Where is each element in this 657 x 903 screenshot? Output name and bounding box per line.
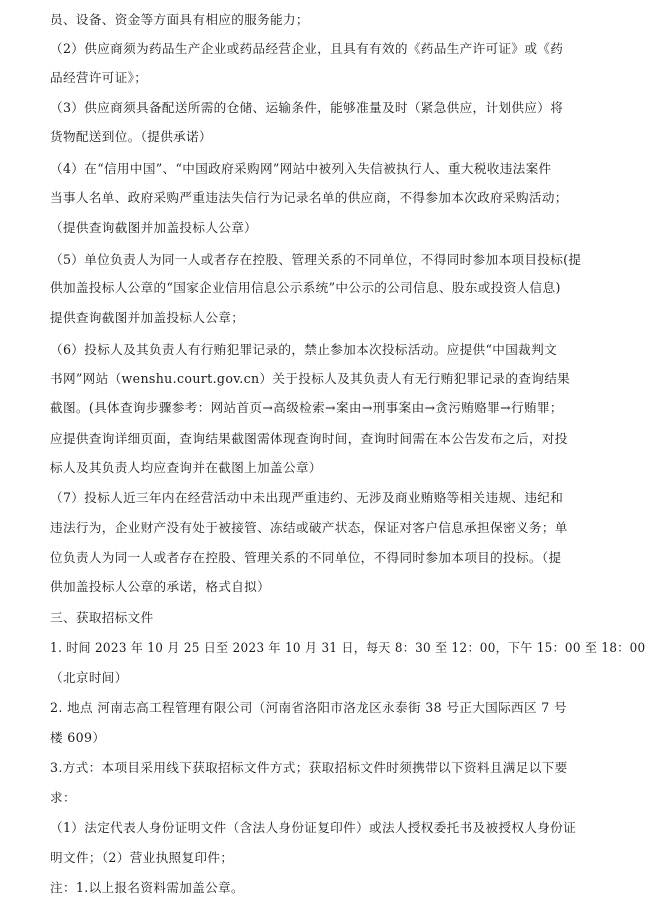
section-heading: 三、获取招标文件 <box>50 610 154 625</box>
text-line: 1. 时间 2023 年 10 月 25 日至 2023 年 10 月 31 日，每天 8：30 至 12：00，下午 15：00 至 18：00 <box>50 640 646 655</box>
text-line: 书网”网站（wenshu.court.gov.cn）关于投标人及其负责人有无行贿犯罪记录的查询结果 <box>50 371 571 386</box>
text-line: 员、设备、资金等方面具有相应的服务能力； <box>50 12 309 27</box>
text-line: 截图。(具体查询步骤参考：网站首页→高级检索→案由→刑事案由→贪污贿赂罪→行贿罪； <box>50 400 563 415</box>
text-line: （1）法定代表人身份证明文件（含法人身份证复印件）或法人授权委托书及被授权人身份证 <box>50 820 577 835</box>
text-line: 供加盖投标人公章的承诺，格式自拟） <box>50 579 271 594</box>
text-line: （4）在“信用中国”、“中国政府采购网”网站中被列入失信被执行人、重大税收违法案件 <box>50 161 552 176</box>
text-line: （6）投标人及其负责人有行贿犯罪记录的，禁止参加本次投标活动。应提供“中国裁判文 <box>50 342 558 357</box>
text-line: （北京时间） <box>50 670 128 685</box>
text-line: 求： <box>50 790 76 805</box>
text-line: （7）投标人近三年内在经营活动中未出现严重违约、无涉及商业贿赂等相关违规、违纪和 <box>50 490 564 505</box>
text-line: 应提供查询详细页面，查询结果截图需体现查询时间，查询时间需在本公告发布之后，对投 <box>50 431 568 446</box>
text-line: （3）供应商须具备配送所需的仓储、运输条件，能够准量及时（紧急供应，计划供应）将 <box>50 100 564 115</box>
text-line: 2. 地点 河南志高工程管理有限公司（河南省洛阳市洛龙区永泰街 38 号正大国际西区 7 号 <box>50 700 567 715</box>
text-line: 货物配送到位。（提供承诺） <box>50 129 212 144</box>
text-line: （2）供应商须为药品生产企业或药品经营企业，且具有有效的《药品生产许可证》或《药 <box>50 41 564 56</box>
text-line: 楼 609） <box>50 730 106 745</box>
text-line: 当事人名单、政府采购严重违法失信行为记录名单的供应商，不得参加本次政府采购活动； <box>50 190 568 205</box>
text-line: 明文件；（2）营业执照复印件； <box>50 850 234 865</box>
text-line: （5）单位负责人为同一人或者存在控股、管理关系的不同单位，不得同时参加本项目投标(提 <box>50 252 582 267</box>
text-line: 3.方式：本项目采用线下获取招标文件方式；获取招标文件时须携带以下资料且满足以下要 <box>50 760 568 775</box>
text-line: 位负责人为同一人或者存在控股、管理关系的不同单位，不得同时参加本项目的投标。（提 <box>50 550 562 565</box>
text-line: 违法行为，企业财产没有处于被接管、冻结或破产状态，保证对客户信息承担保密义务；单 <box>50 520 568 535</box>
text-line: 提供查询截图并加盖投标人公章； <box>50 310 245 325</box>
text-line: 注：1.以上报名资料需加盖公章。 <box>50 880 244 895</box>
text-line: 品经营许可证》； <box>50 70 148 85</box>
text-line: （提供查询截图并加盖投标人公章） <box>50 220 258 235</box>
text-line: 供加盖投标人公章的“国家企业信用信息公示系统”中公示的公司信息、股东或投资人信息) <box>50 280 561 295</box>
text-line: 标人及其负责人均应查询并在截图上加盖公章） <box>50 460 322 475</box>
